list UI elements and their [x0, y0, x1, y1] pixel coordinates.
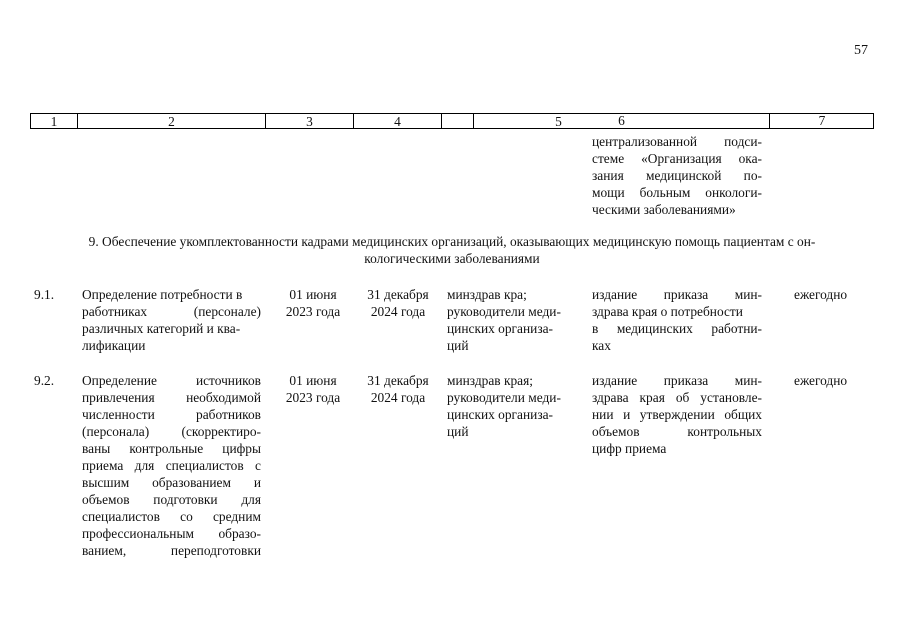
row-start-date: 01 июня 2023 года — [285, 287, 341, 319]
header-col-6: 6 — [473, 113, 769, 129]
row-start-date: 01 июня 2023 года — [285, 373, 341, 405]
row-frequency: ежегодно — [794, 287, 848, 302]
header-col-4: 4 — [353, 114, 441, 128]
header-col-3: 3 — [265, 114, 353, 128]
header-col-1: 1 — [50, 114, 58, 129]
row-number: 9.1. — [34, 287, 55, 302]
row-end-date: 31 декабря 2024 года — [367, 287, 429, 319]
continuation-text: централизованной подси- стеме «Организация ока- зания медицинской по- мощи больным онкологи- ческими заболеваниями» — [592, 134, 762, 217]
row-number: 9.2. — [34, 373, 55, 388]
row-responsible: минздрав края; руководители меди- цинских организа- ций — [447, 373, 561, 439]
row-frequency: ежегодно — [794, 373, 848, 388]
row-result: издание приказа мин- здрава края о потребности в медицинских работни- ках — [592, 287, 762, 353]
row-task: Определение источников привлечения необходимой численности работников (персонала) (скорректиро- ваны контрольные цифры приема для специалистов с высшим образованием и объемов подготовки для специалистов со средним профессиональным образо- ванием, переподготовки — [82, 373, 261, 558]
header-col-2: 2 — [77, 114, 265, 128]
header-col-5: 5 — [441, 114, 675, 128]
section-title: 9. Обеспечение укомплектованности кадрами медицинских организаций, оказывающих медицинскую помощь пациентам с он- кологическими заболеваниями — [88, 234, 816, 266]
header-col-7: 7 — [769, 113, 874, 129]
row-task: Определение потребности в работниках (персонале) различных категорий и ква- лификации — [82, 287, 261, 353]
page-number: 57 — [854, 43, 868, 58]
row-responsible: минздрав кра; руководители меди- цинских организа- ций — [447, 287, 561, 353]
row-result: издание приказа мин- здрава края об установле- нии и утверждении общих объемов контрольных цифр приема — [592, 373, 762, 456]
row-end-date: 31 декабря 2024 года — [367, 373, 429, 405]
